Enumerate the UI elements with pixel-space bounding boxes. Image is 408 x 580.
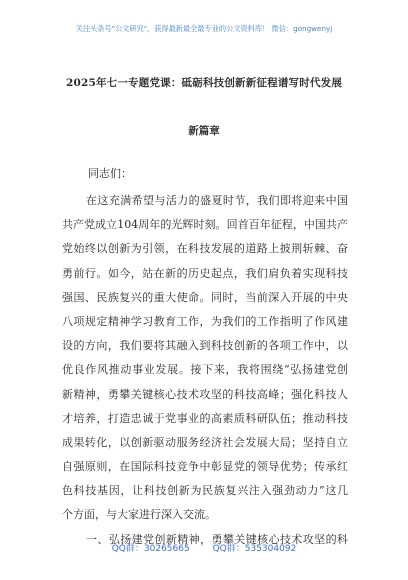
footer-qq-group-2: QQ群：535304092 bbox=[212, 544, 297, 554]
header-banner: 关注头条号"公文研究"，获得最新最全最专业的公文资料库！ 微信：gongwenyj bbox=[75, 24, 333, 33]
body-line: 八项规定精神学习教育工作，为我们的工作指明了作风建 bbox=[62, 314, 348, 328]
body-line: 设的方向，我们要将其融入到科技创新的各项工作中，以 bbox=[62, 339, 348, 353]
document-title: 2025年七一专题党课：砥砺科技创新新征程谱写时代发展 bbox=[65, 77, 343, 89]
body-line: 优良作风推动事业发展。接下来，我将围绕“弘扬建党创 bbox=[62, 363, 348, 377]
body-line: 新精神，勇攀关键核心技术攻坚的科技高峰；强化科技人 bbox=[62, 387, 348, 401]
section-heading: 一、弘扬建党创新精神，勇攀关键核心技术攻坚的科 bbox=[86, 532, 348, 546]
body-line: 个方面，与大家进行深入交流。 bbox=[62, 508, 216, 522]
salutation: 同志们： bbox=[88, 167, 132, 180]
body-line: 共产党成立104周年的光辉时刻。回首百年征程，中国共产 bbox=[62, 218, 348, 232]
body-line: 在这充满希望与活力的盛夏时节，我们即将迎来中国 bbox=[86, 194, 348, 207]
body-line: 色科技基因，让科技创新为民族复兴注入强劲动力”这几 bbox=[62, 484, 348, 498]
body-line: 成果转化，以创新驱动服务经济社会发展大局；坚持自立 bbox=[62, 435, 348, 449]
body-line: 自强原则，在国际科技竞争中彰显党的领导优势；传承红 bbox=[62, 460, 348, 474]
body-line: 强国、民族复兴的重大使命。同时，当前深入开展的中央 bbox=[62, 290, 348, 304]
body-line: 勇前行。如今，站在新的历史起点，我们肩负着实现科技 bbox=[62, 266, 348, 280]
body-line: 党始终以创新为引领，在科技发展的道路上披荆斩棘、奋 bbox=[62, 242, 348, 256]
footer bbox=[0, 541, 408, 554]
document-body bbox=[62, 189, 348, 552]
body-line: 才培养，打造忠诚于党事业的高素质科研队伍；推动科技 bbox=[62, 411, 348, 425]
footer-qq-group-1: QQ群：30265665 bbox=[111, 544, 190, 554]
document-title-continuation: 新篇章 bbox=[188, 125, 220, 137]
